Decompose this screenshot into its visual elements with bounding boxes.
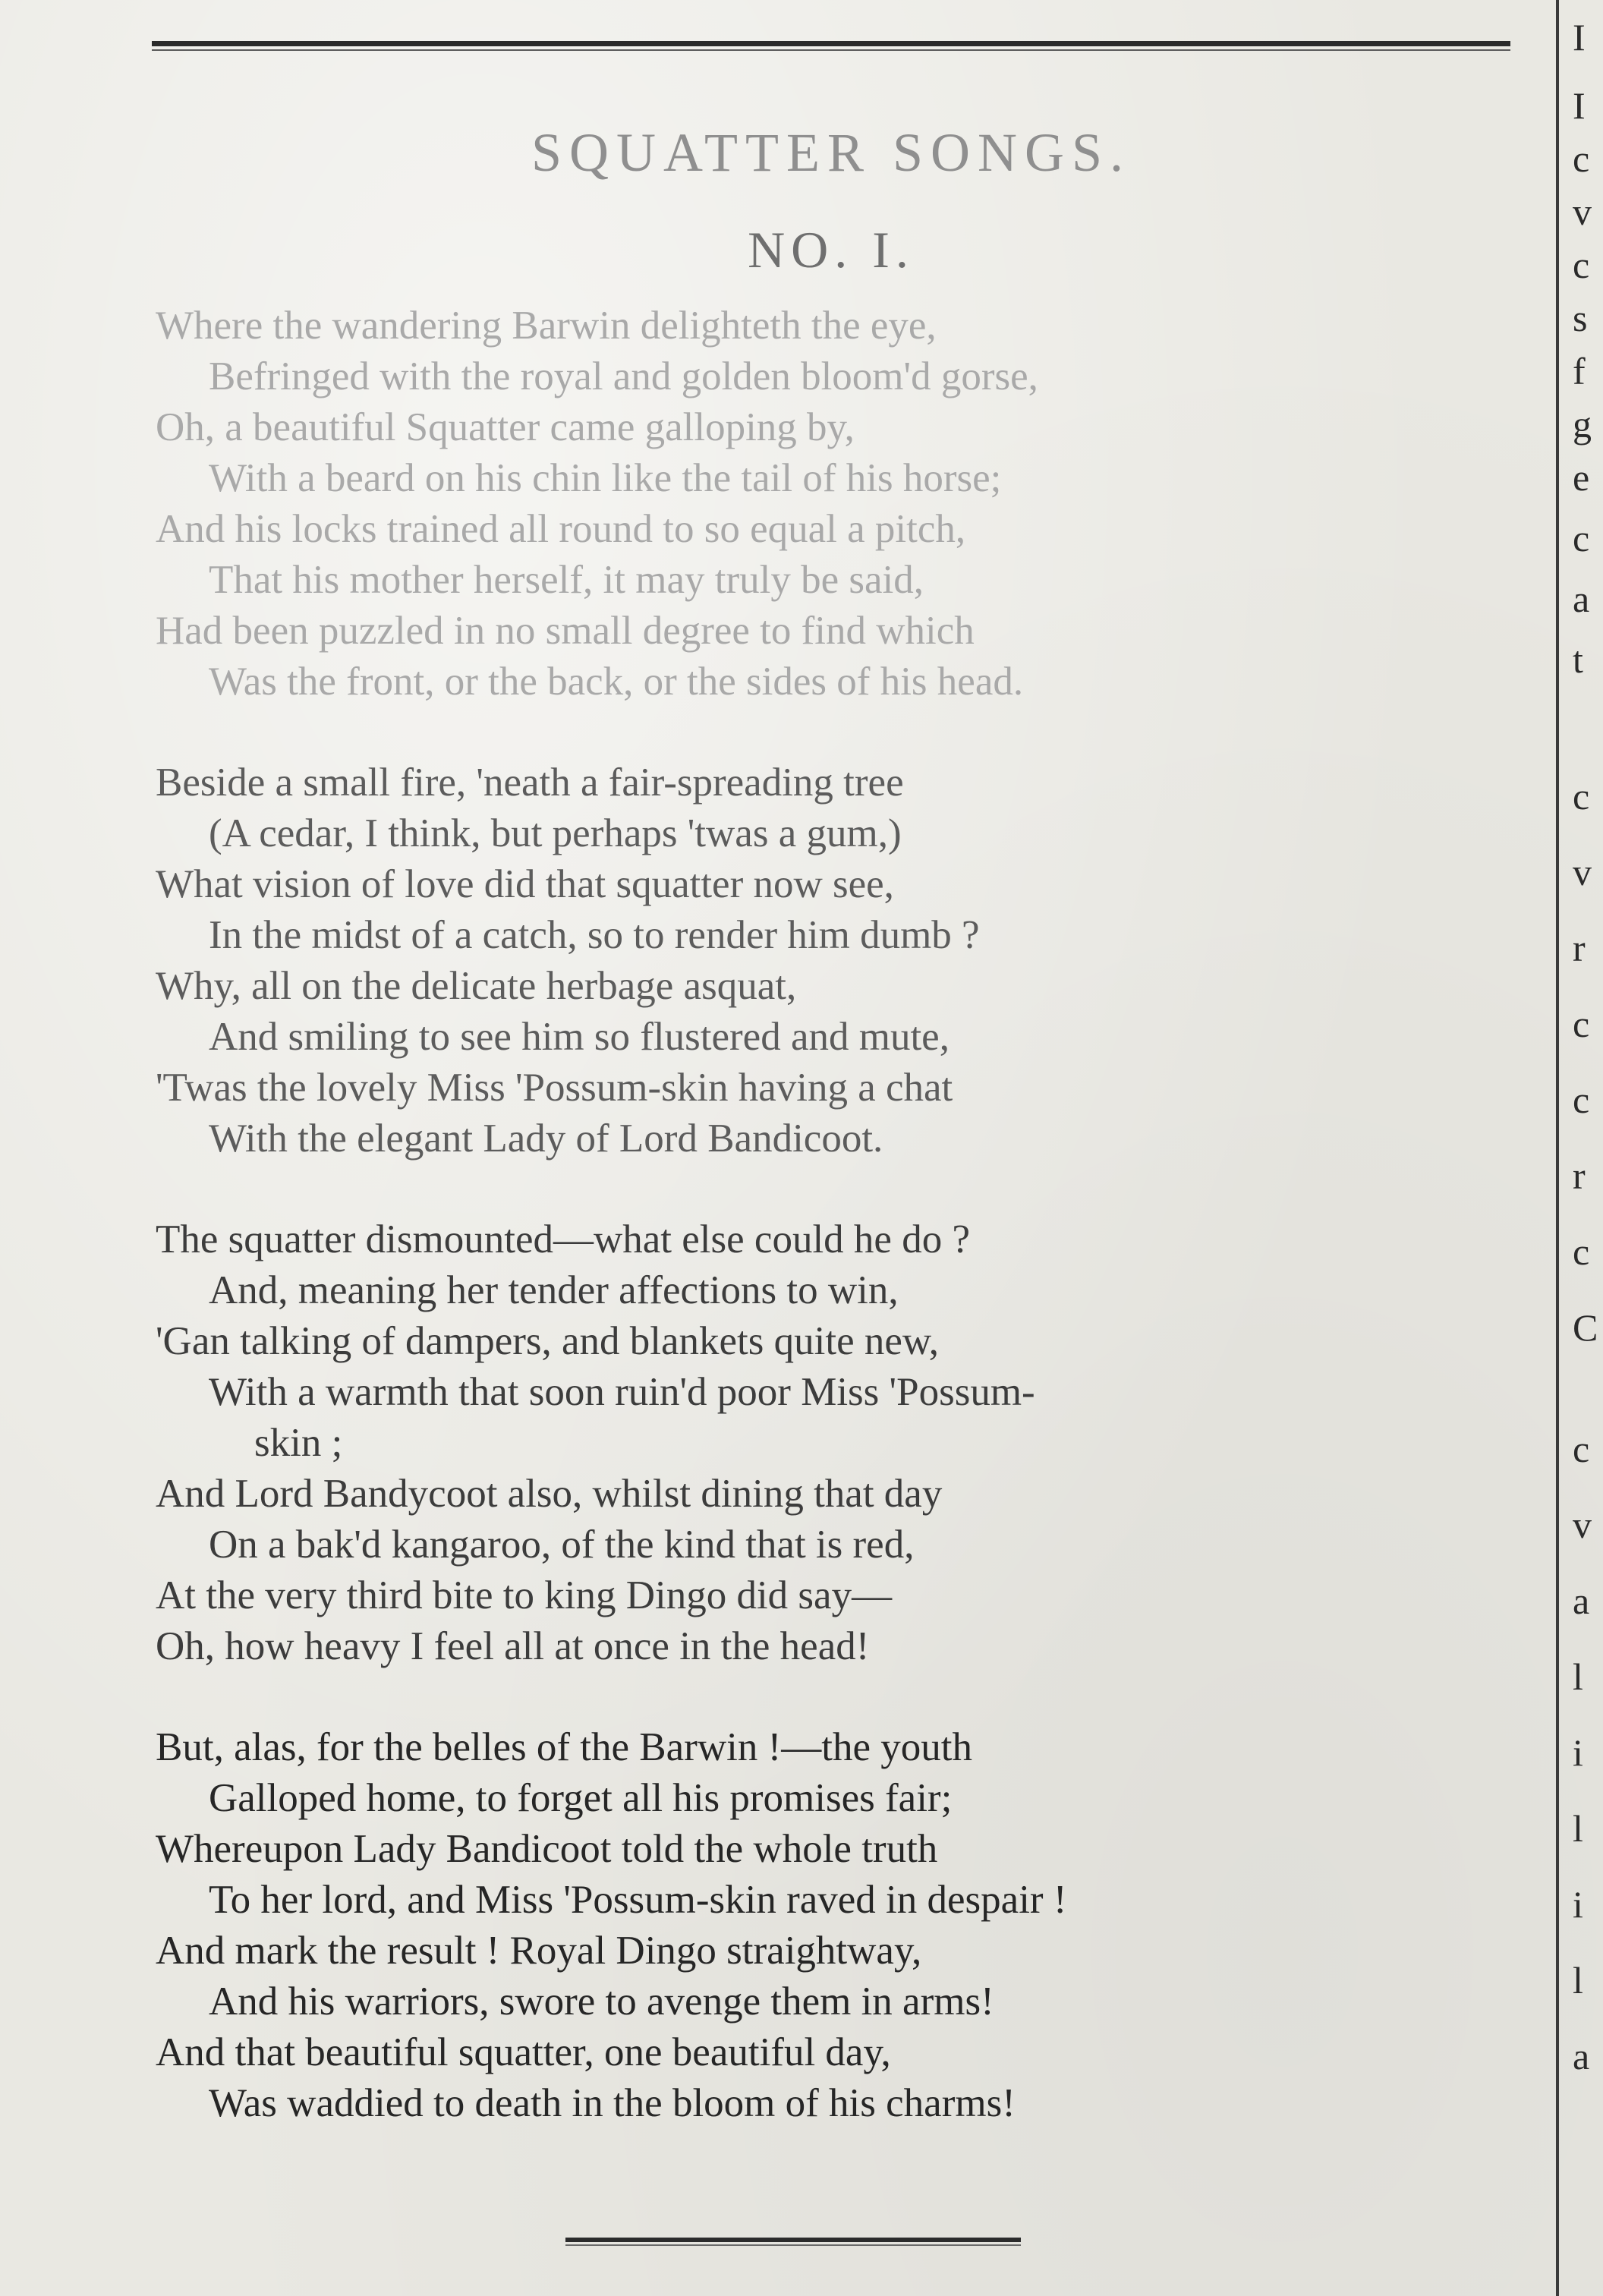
poem-line: Why, all on the delicate herbage asquat, [156, 964, 797, 1008]
poem-line: Whereupon Lady Bandicoot told the whole truth [156, 1827, 938, 1871]
column-fragment-char: e [1573, 456, 1590, 499]
poem-line: Befringed with the royal and golden bloom'd gorse, [209, 354, 1038, 398]
column-fragment-char: c [1573, 244, 1590, 286]
bottom-rule-thin-line [565, 2244, 1021, 2246]
poem-line: And that beautiful squatter, one beautiful day, [156, 2030, 891, 2074]
column-fragment-char: c [1573, 1003, 1590, 1045]
poem-line: And Lord Bandycoot also, whilst dining that day [156, 1472, 943, 1516]
column-fragment-char: c [1573, 1230, 1590, 1273]
column-fragment-char: v [1573, 191, 1592, 233]
column-fragment-char: C [1573, 1306, 1598, 1349]
poem-line: 'Twas the lovely Miss 'Possum-skin having a chat [156, 1066, 953, 1110]
column-fragment-char: v [1573, 851, 1592, 893]
poem-line: Had been puzzled in no small degree to find which [156, 609, 975, 653]
poem-line: But, alas, for the belles of the Barwin !—the youth [156, 1725, 972, 1769]
column-fragment-char: c [1573, 517, 1590, 559]
column-fragment-char: t [1573, 638, 1583, 681]
column-fragment-char: a [1573, 578, 1590, 620]
column-fragment-char: f [1573, 350, 1586, 392]
poem-line: What vision of love did that squatter now see, [156, 862, 894, 906]
poem-number: NO. I. [748, 221, 915, 279]
column-fragment-char: i [1573, 1883, 1583, 1926]
stanza-3 [156, 1214, 1522, 1672]
column-fragment-char: r [1573, 927, 1586, 969]
poem-line: In the midst of a catch, so to render him dumb ? [209, 913, 980, 957]
poem-line: Was the front, or the back, or the sides of his head. [209, 660, 1024, 704]
poem-line: With the elegant Lady of Lord Bandicoot. [209, 1117, 883, 1161]
column-fragment-char: c [1573, 137, 1590, 180]
poem-line: Beside a small fire, 'neath a fair-spreading tree [156, 761, 904, 805]
column-fragment-char: I [1573, 16, 1586, 58]
poem-line: At the very third bite to king Dingo did say— [156, 1573, 893, 1617]
column-fragment-char: r [1573, 1154, 1586, 1197]
column-fragment-char: c [1573, 775, 1590, 817]
bottom-rule [565, 2236, 1021, 2248]
poem-line: And, meaning her tender affections to win, [209, 1268, 899, 1312]
column-fragment-char: a [1573, 2035, 1590, 2077]
poem-line: 'Gan talking of dampers, and blankets quite new, [156, 1319, 939, 1363]
adjacent-column-fragment [1571, 0, 1603, 2296]
column-fragment-char: s [1573, 297, 1588, 339]
stanza-2 [156, 757, 1522, 1164]
page-title: SQUATTER SONGS. [531, 122, 1132, 183]
column-fragment-char: v [1573, 1504, 1592, 1546]
bottom-rule-thick-line [565, 2238, 1021, 2242]
column-divider [1556, 0, 1559, 2296]
poem-line: That his mother herself, it may truly be said, [209, 558, 924, 602]
poem-line: To her lord, and Miss 'Possum-skin raved in despair ! [209, 1878, 1067, 1922]
poem-line: (A cedar, I think, but perhaps 'twas a gum,) [209, 811, 902, 855]
poem-line: Oh, a beautiful Squatter came galloping by, [156, 405, 855, 449]
top-rule [152, 38, 1510, 53]
column-fragment-char: I [1573, 84, 1586, 127]
stanza-4 [156, 1722, 1522, 2129]
poem-line: With a beard on his chin like the tail of his horse; [209, 456, 1002, 500]
poem-line: Was waddied to death in the bloom of his charms! [209, 2081, 1016, 2125]
poem-line: skin ; [254, 1421, 343, 1465]
poem-line: The squatter dismounted—what else could he do ? [156, 1217, 970, 1261]
top-rule-thin-line [152, 49, 1510, 51]
poem-line: Where the wandering Barwin delighteth the eye, [156, 304, 937, 348]
column-fragment-char: i [1573, 1731, 1583, 1774]
poem-body [156, 301, 1522, 2179]
poem-line: With a warmth that soon ruin'd poor Miss 'Possum- [209, 1370, 1035, 1414]
stanza-1 [156, 301, 1522, 707]
poem-line: On a bak'd kangaroo, of the kind that is red, [209, 1523, 915, 1567]
top-rule-thick-line [152, 41, 1510, 46]
poem-line: Oh, how heavy I feel all at once in the head! [156, 1624, 870, 1668]
column-fragment-char: c [1573, 1079, 1590, 1121]
poem-line: And smiling to see him so flustered and mute, [209, 1015, 950, 1059]
poem-line: And his warriors, swore to avenge them in arms! [209, 1979, 994, 2024]
column-fragment-char: l [1573, 1655, 1583, 1698]
column-fragment-char: c [1573, 1428, 1590, 1470]
column-fragment-char: a [1573, 1579, 1590, 1622]
poem-line: And mark the result ! Royal Dingo straightway, [156, 1929, 922, 1973]
column-fragment-char: g [1573, 403, 1592, 446]
column-fragment-char: l [1573, 1807, 1583, 1850]
column-fragment-char: l [1573, 1959, 1583, 2002]
poem-line: Galloped home, to forget all his promises fair; [209, 1776, 953, 1820]
poem-line: And his locks trained all round to so equal a pitch, [156, 507, 966, 551]
